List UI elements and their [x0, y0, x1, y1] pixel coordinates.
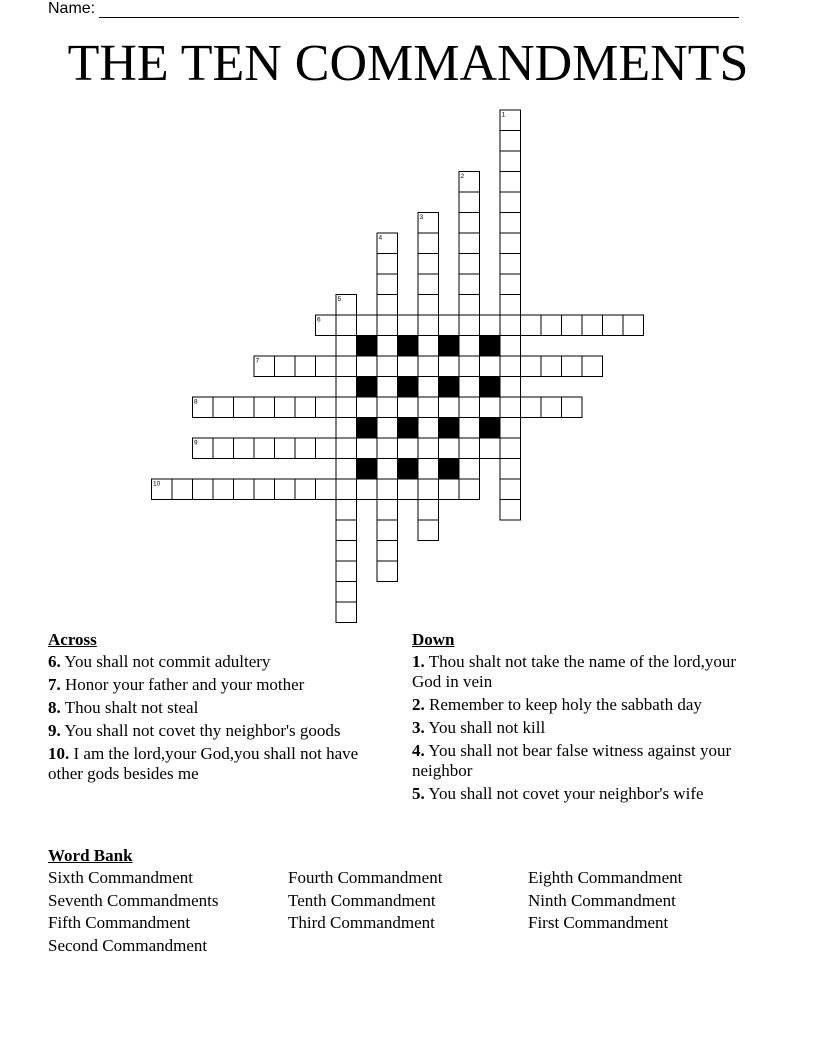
grid-cell[interactable] [418, 295, 439, 316]
grid-cell[interactable] [398, 315, 419, 336]
grid-cell[interactable] [357, 315, 378, 336]
grid-cell[interactable] [336, 582, 357, 603]
grid-cell[interactable] [377, 315, 398, 336]
black-square [480, 418, 501, 439]
clue-number: 5. [412, 784, 425, 803]
grid-cell[interactable] [213, 397, 234, 418]
grid-cell[interactable] [500, 254, 521, 275]
grid-cell[interactable] [377, 438, 398, 459]
black-square [357, 377, 378, 398]
grid-cell[interactable] [377, 479, 398, 500]
grid-cell[interactable] [377, 459, 398, 480]
grid-cell[interactable] [377, 418, 398, 439]
grid-cell[interactable] [480, 397, 501, 418]
grid-cell[interactable] [234, 479, 255, 500]
grid-cell[interactable] [603, 315, 624, 336]
across-clue-6 [48, 652, 378, 672]
grid-cell[interactable] [418, 356, 439, 377]
grid-cell[interactable] [336, 397, 357, 418]
clue-text: You shall not bear false witness against your neighbor [412, 741, 732, 780]
black-square [357, 336, 378, 357]
black-square [357, 459, 378, 480]
clue-text: Honor your father and your mother [60, 675, 305, 694]
clue-number: 1. [412, 652, 425, 671]
black-square [398, 418, 419, 439]
across-clues [48, 630, 378, 787]
across-clue-7 [48, 675, 378, 695]
grid-cell[interactable] [418, 520, 439, 541]
grid-cell[interactable] [377, 520, 398, 541]
grid-cell[interactable] [562, 315, 583, 336]
grid-cell[interactable] [500, 377, 521, 398]
grid-cell[interactable] [459, 213, 480, 234]
grid-cell[interactable] [336, 561, 357, 582]
grid-cell[interactable] [336, 500, 357, 521]
down-clue-1 [412, 652, 752, 692]
grid-cell[interactable] [336, 336, 357, 357]
grid-cell[interactable] [500, 151, 521, 172]
grid-cell[interactable] [357, 356, 378, 377]
grid-cell[interactable] [459, 459, 480, 480]
cell-number-4: 4 [378, 234, 383, 242]
grid-cell[interactable] [357, 438, 378, 459]
grid-cell[interactable] [336, 377, 357, 398]
grid-cell[interactable] [439, 397, 460, 418]
down-clue-5 [412, 784, 752, 804]
grid-cell[interactable] [500, 356, 521, 377]
clue-number: 10. [48, 744, 70, 763]
grid-cell[interactable] [459, 315, 480, 336]
grid-cell[interactable] [316, 479, 337, 500]
down-heading: Down [412, 630, 455, 649]
black-square [439, 336, 460, 357]
black-square [398, 459, 419, 480]
clue-number: 3. [412, 718, 425, 737]
grid-cell[interactable] [500, 418, 521, 439]
clue-number: 2. [412, 695, 425, 714]
grid-cell[interactable] [541, 397, 562, 418]
grid-cell[interactable] [418, 315, 439, 336]
grid-cell[interactable] [316, 438, 337, 459]
grid-cell[interactable] [336, 520, 357, 541]
grid-cell[interactable] [418, 377, 439, 398]
word-bank-item: First Commandment [528, 913, 669, 932]
grid-cell[interactable] [459, 295, 480, 316]
grid-cell[interactable] [480, 438, 501, 459]
clue-text: You shall not kill [424, 718, 546, 737]
grid-cell[interactable] [254, 438, 275, 459]
word-bank-heading: Word Bank [48, 846, 133, 865]
cell-number-6: 6 [317, 316, 321, 324]
grid-cell[interactable] [275, 356, 296, 377]
grid-cell[interactable] [459, 274, 480, 295]
black-square [398, 377, 419, 398]
grid-cell[interactable] [500, 131, 521, 152]
grid-cell[interactable] [480, 356, 501, 377]
grid-cell[interactable] [459, 233, 480, 254]
clue-text: Thou shalt not take the name of the lord,your God in vein [412, 652, 737, 691]
word-bank-item: Eighth Commandment [528, 868, 683, 887]
clue-number: 8. [48, 698, 61, 717]
grid-cell[interactable] [500, 397, 521, 418]
grid-cell[interactable] [295, 479, 316, 500]
grid-cell[interactable] [336, 479, 357, 500]
grid-cell[interactable] [418, 418, 439, 439]
grid-cell[interactable] [377, 561, 398, 582]
grid-cell[interactable] [439, 479, 460, 500]
grid-cell[interactable] [377, 500, 398, 521]
grid-cell[interactable] [521, 397, 542, 418]
grid-cell[interactable] [500, 295, 521, 316]
grid-cell[interactable] [459, 254, 480, 275]
clue-text: Thou shalt not steal [60, 698, 199, 717]
grid-cell[interactable] [254, 479, 275, 500]
grid-cell[interactable] [234, 438, 255, 459]
down-clue-3 [412, 718, 752, 738]
black-square [480, 336, 501, 357]
grid-cell[interactable] [418, 438, 439, 459]
grid-cell[interactable] [377, 356, 398, 377]
grid-cell[interactable] [459, 438, 480, 459]
clue-number: 9. [48, 721, 61, 740]
grid-cell[interactable] [500, 315, 521, 336]
page-title: THE TEN COMMANDMENTS [67, 35, 749, 92]
grid-cell[interactable] [275, 397, 296, 418]
grid-cell[interactable] [418, 233, 439, 254]
grid-cell[interactable] [562, 397, 583, 418]
grid-cell[interactable] [459, 479, 480, 500]
grid-cell[interactable] [377, 397, 398, 418]
grid-cell[interactable] [459, 356, 480, 377]
word-bank-item: Tenth Commandment [288, 890, 436, 910]
clue-number: 7. [48, 675, 61, 694]
black-square [398, 336, 419, 357]
grid-cell[interactable] [234, 397, 255, 418]
grid-cell[interactable] [459, 336, 480, 357]
cell-number-1: 1 [501, 111, 506, 119]
grid-cell[interactable] [418, 459, 439, 480]
grid-cell[interactable] [316, 397, 337, 418]
word-bank-item: Sixth Commandment [48, 868, 193, 887]
grid-cell[interactable] [398, 479, 419, 500]
across-clue-9 [48, 721, 378, 741]
grid-cell[interactable] [295, 397, 316, 418]
word-bank-item: Second Commandment [48, 935, 208, 955]
grid-cell[interactable] [521, 356, 542, 377]
grid-cell[interactable] [418, 479, 439, 500]
word-bank-item: Seventh Commandments [48, 890, 219, 910]
clue-text: You shall not commit adultery [60, 652, 271, 671]
name-label: Name: [48, 0, 96, 17]
grid-cell[interactable] [541, 356, 562, 377]
grid-cell[interactable] [377, 295, 398, 316]
grid-cell[interactable] [459, 192, 480, 213]
grid-cell[interactable] [500, 438, 521, 459]
grid-cell[interactable] [316, 356, 337, 377]
word-bank-item: Ninth Commandment [528, 890, 676, 910]
clue-text: You shall not covet your neighbor's wife [424, 784, 704, 803]
grid-cell[interactable] [459, 397, 480, 418]
clue-text: I am the lord,your God,you shall not have other gods besides me [48, 744, 359, 783]
black-square [439, 377, 460, 398]
grid-cell[interactable] [418, 500, 439, 521]
grid-cell[interactable] [377, 336, 398, 357]
across-clue-10 [48, 744, 378, 784]
grid-cell[interactable] [439, 356, 460, 377]
grid-cell[interactable] [500, 192, 521, 213]
grid-cell[interactable] [500, 213, 521, 234]
grid-cell[interactable] [562, 356, 583, 377]
grid-cell[interactable] [377, 254, 398, 275]
grid-cell[interactable] [500, 500, 521, 521]
cell-number-2: 2 [460, 173, 465, 180]
grid-cell[interactable] [377, 541, 398, 562]
grid-cell[interactable] [439, 315, 460, 336]
grid-cell[interactable] [336, 541, 357, 562]
grid-cell[interactable] [357, 397, 378, 418]
clue-text: You shall not covet thy neighbor's goods [60, 721, 341, 740]
word-bank-item: Fifth Commandment [48, 913, 191, 932]
grid-cell[interactable] [500, 336, 521, 357]
grid-cell[interactable] [193, 479, 214, 500]
grid-cell[interactable] [521, 315, 542, 336]
grid-cell[interactable] [500, 274, 521, 295]
grid-cell[interactable] [500, 233, 521, 254]
word-bank-item: Fourth Commandment [288, 868, 443, 887]
grid-cell[interactable] [295, 438, 316, 459]
grid-cell[interactable] [398, 356, 419, 377]
clue-text: Remember to keep holy the sabbath day [424, 695, 702, 714]
grid-cell[interactable] [336, 438, 357, 459]
grid-cell[interactable] [336, 602, 357, 623]
black-square [439, 418, 460, 439]
grid-cell[interactable] [500, 172, 521, 193]
grid-cell[interactable] [418, 397, 439, 418]
across-heading: Across [48, 630, 97, 649]
black-square [357, 418, 378, 439]
grid-cell[interactable] [418, 254, 439, 275]
grid-cell[interactable] [377, 274, 398, 295]
grid-cell[interactable] [459, 377, 480, 398]
cell-number-3: 3 [419, 214, 424, 221]
grid-cell[interactable] [377, 377, 398, 398]
grid-cell[interactable] [500, 459, 521, 480]
grid-cell[interactable] [254, 397, 275, 418]
grid-cell[interactable] [213, 438, 234, 459]
grid-cell[interactable] [357, 479, 378, 500]
cell-number-10: 10 [153, 480, 161, 488]
word-bank [48, 846, 768, 956]
grid-cell[interactable] [439, 438, 460, 459]
grid-cell[interactable] [213, 479, 234, 500]
grid-cell[interactable] [336, 315, 357, 336]
grid-cell[interactable] [541, 315, 562, 336]
grid-cell[interactable] [275, 479, 296, 500]
grid-cell[interactable] [172, 479, 193, 500]
word-bank-item: Third Commandment [288, 913, 435, 932]
down-clue-4 [412, 741, 752, 781]
grid-cell[interactable] [398, 438, 419, 459]
grid-cell[interactable] [398, 397, 419, 418]
grid-cell[interactable] [418, 336, 439, 357]
cell-number-8: 8 [194, 398, 198, 406]
cell-number-5: 5 [337, 296, 342, 303]
grid-cell[interactable] [336, 459, 357, 480]
grid-cell[interactable] [623, 315, 644, 336]
grid-cell[interactable] [418, 274, 439, 295]
grid-cell[interactable] [582, 356, 603, 377]
black-square [439, 459, 460, 480]
grid-cell[interactable] [459, 418, 480, 439]
cell-number-7: 7 [255, 357, 260, 365]
grid-cell[interactable] [336, 418, 357, 439]
grid-cell[interactable] [582, 315, 603, 336]
clue-number: 6. [48, 652, 61, 671]
across-clue-8 [48, 698, 378, 718]
grid-cell[interactable] [336, 356, 357, 377]
grid-cell[interactable] [275, 438, 296, 459]
black-square [480, 377, 501, 398]
cell-number-9: 9 [194, 439, 198, 447]
grid-cell[interactable] [295, 356, 316, 377]
down-clue-2 [412, 695, 752, 715]
grid-cell[interactable] [480, 315, 501, 336]
clue-number: 4. [412, 741, 425, 760]
grid-cell[interactable] [500, 479, 521, 500]
down-clues [412, 630, 752, 807]
